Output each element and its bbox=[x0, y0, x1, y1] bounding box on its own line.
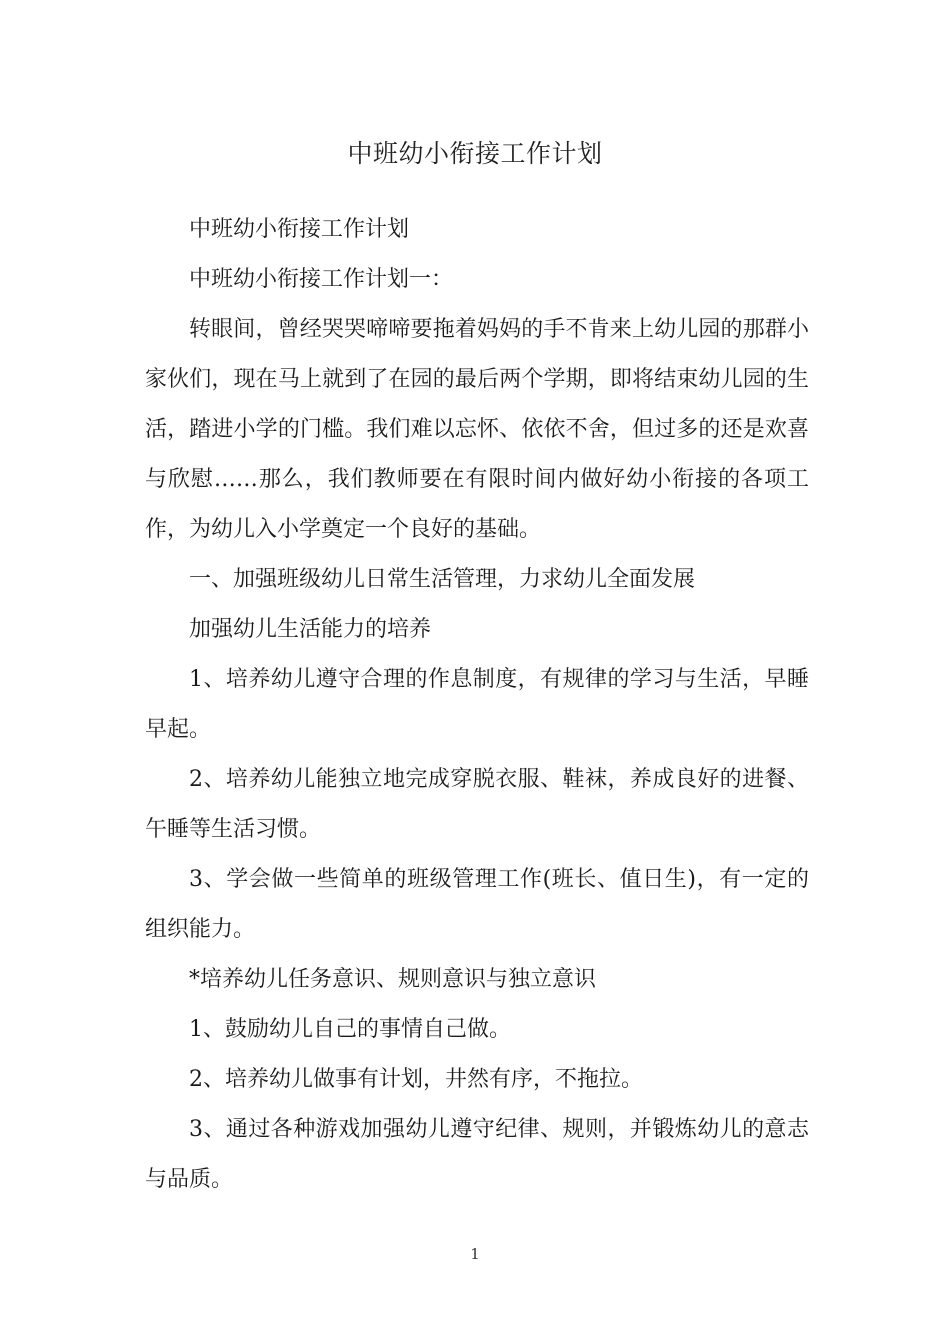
list-item: 2、培养幼儿能独立地完成穿脱衣服、鞋袜，养成良好的进餐、午睡等生活习惯。 bbox=[145, 767, 809, 842]
list-item: 2、培养幼儿做事有计划，井然有序，不拖拉。 bbox=[189, 1067, 643, 1092]
paragraph-plan-one: 中班幼小衔接工作计划一： bbox=[189, 267, 454, 292]
section-heading-1: 一、加强班级幼儿日常生活管理，力求幼儿全面发展 bbox=[189, 567, 696, 592]
paragraph-intro: 转眼间，曾经哭哭啼啼要拖着妈妈的手不肯来上幼儿园的那群小家伙们，现在马上就到了在园的最后两个学期，即将结束幼儿园的生活，踏进小学的门槛。我们难以忘怀、依依不舍，但过多的还是欢喜与欣慰……那么，我们教师要在有限时间内做好幼小衔接的各项工作，为幼儿入小学奠定一个良好的基础。 bbox=[145, 317, 809, 542]
list-item: 3、通过各种游戏加强幼儿遵守纪律、规则，并锻炼幼儿的意志与品质。 bbox=[145, 1117, 809, 1192]
list-item: 1、培养幼儿遵守合理的作息制度，有规律的学习与生活，早睡早起。 bbox=[145, 667, 809, 742]
list-item: 1、鼓励幼儿自己的事情自己做。 bbox=[189, 1017, 511, 1042]
subheading-life-skills: 加强幼儿生活能力的培养 bbox=[189, 617, 432, 642]
document-body bbox=[145, 205, 809, 1205]
document-title: 中班幼小衔接工作计划 bbox=[347, 139, 603, 168]
paragraph-subtitle: 中班幼小衔接工作计划 bbox=[189, 217, 410, 242]
subheading-awareness: *培养幼儿任务意识、规则意识与独立意识 bbox=[189, 967, 597, 992]
list-item: 3、学会做一些简单的班级管理工作(班长、值日生)，有一定的组织能力。 bbox=[145, 867, 809, 942]
page-number: 1 bbox=[470, 1245, 480, 1263]
